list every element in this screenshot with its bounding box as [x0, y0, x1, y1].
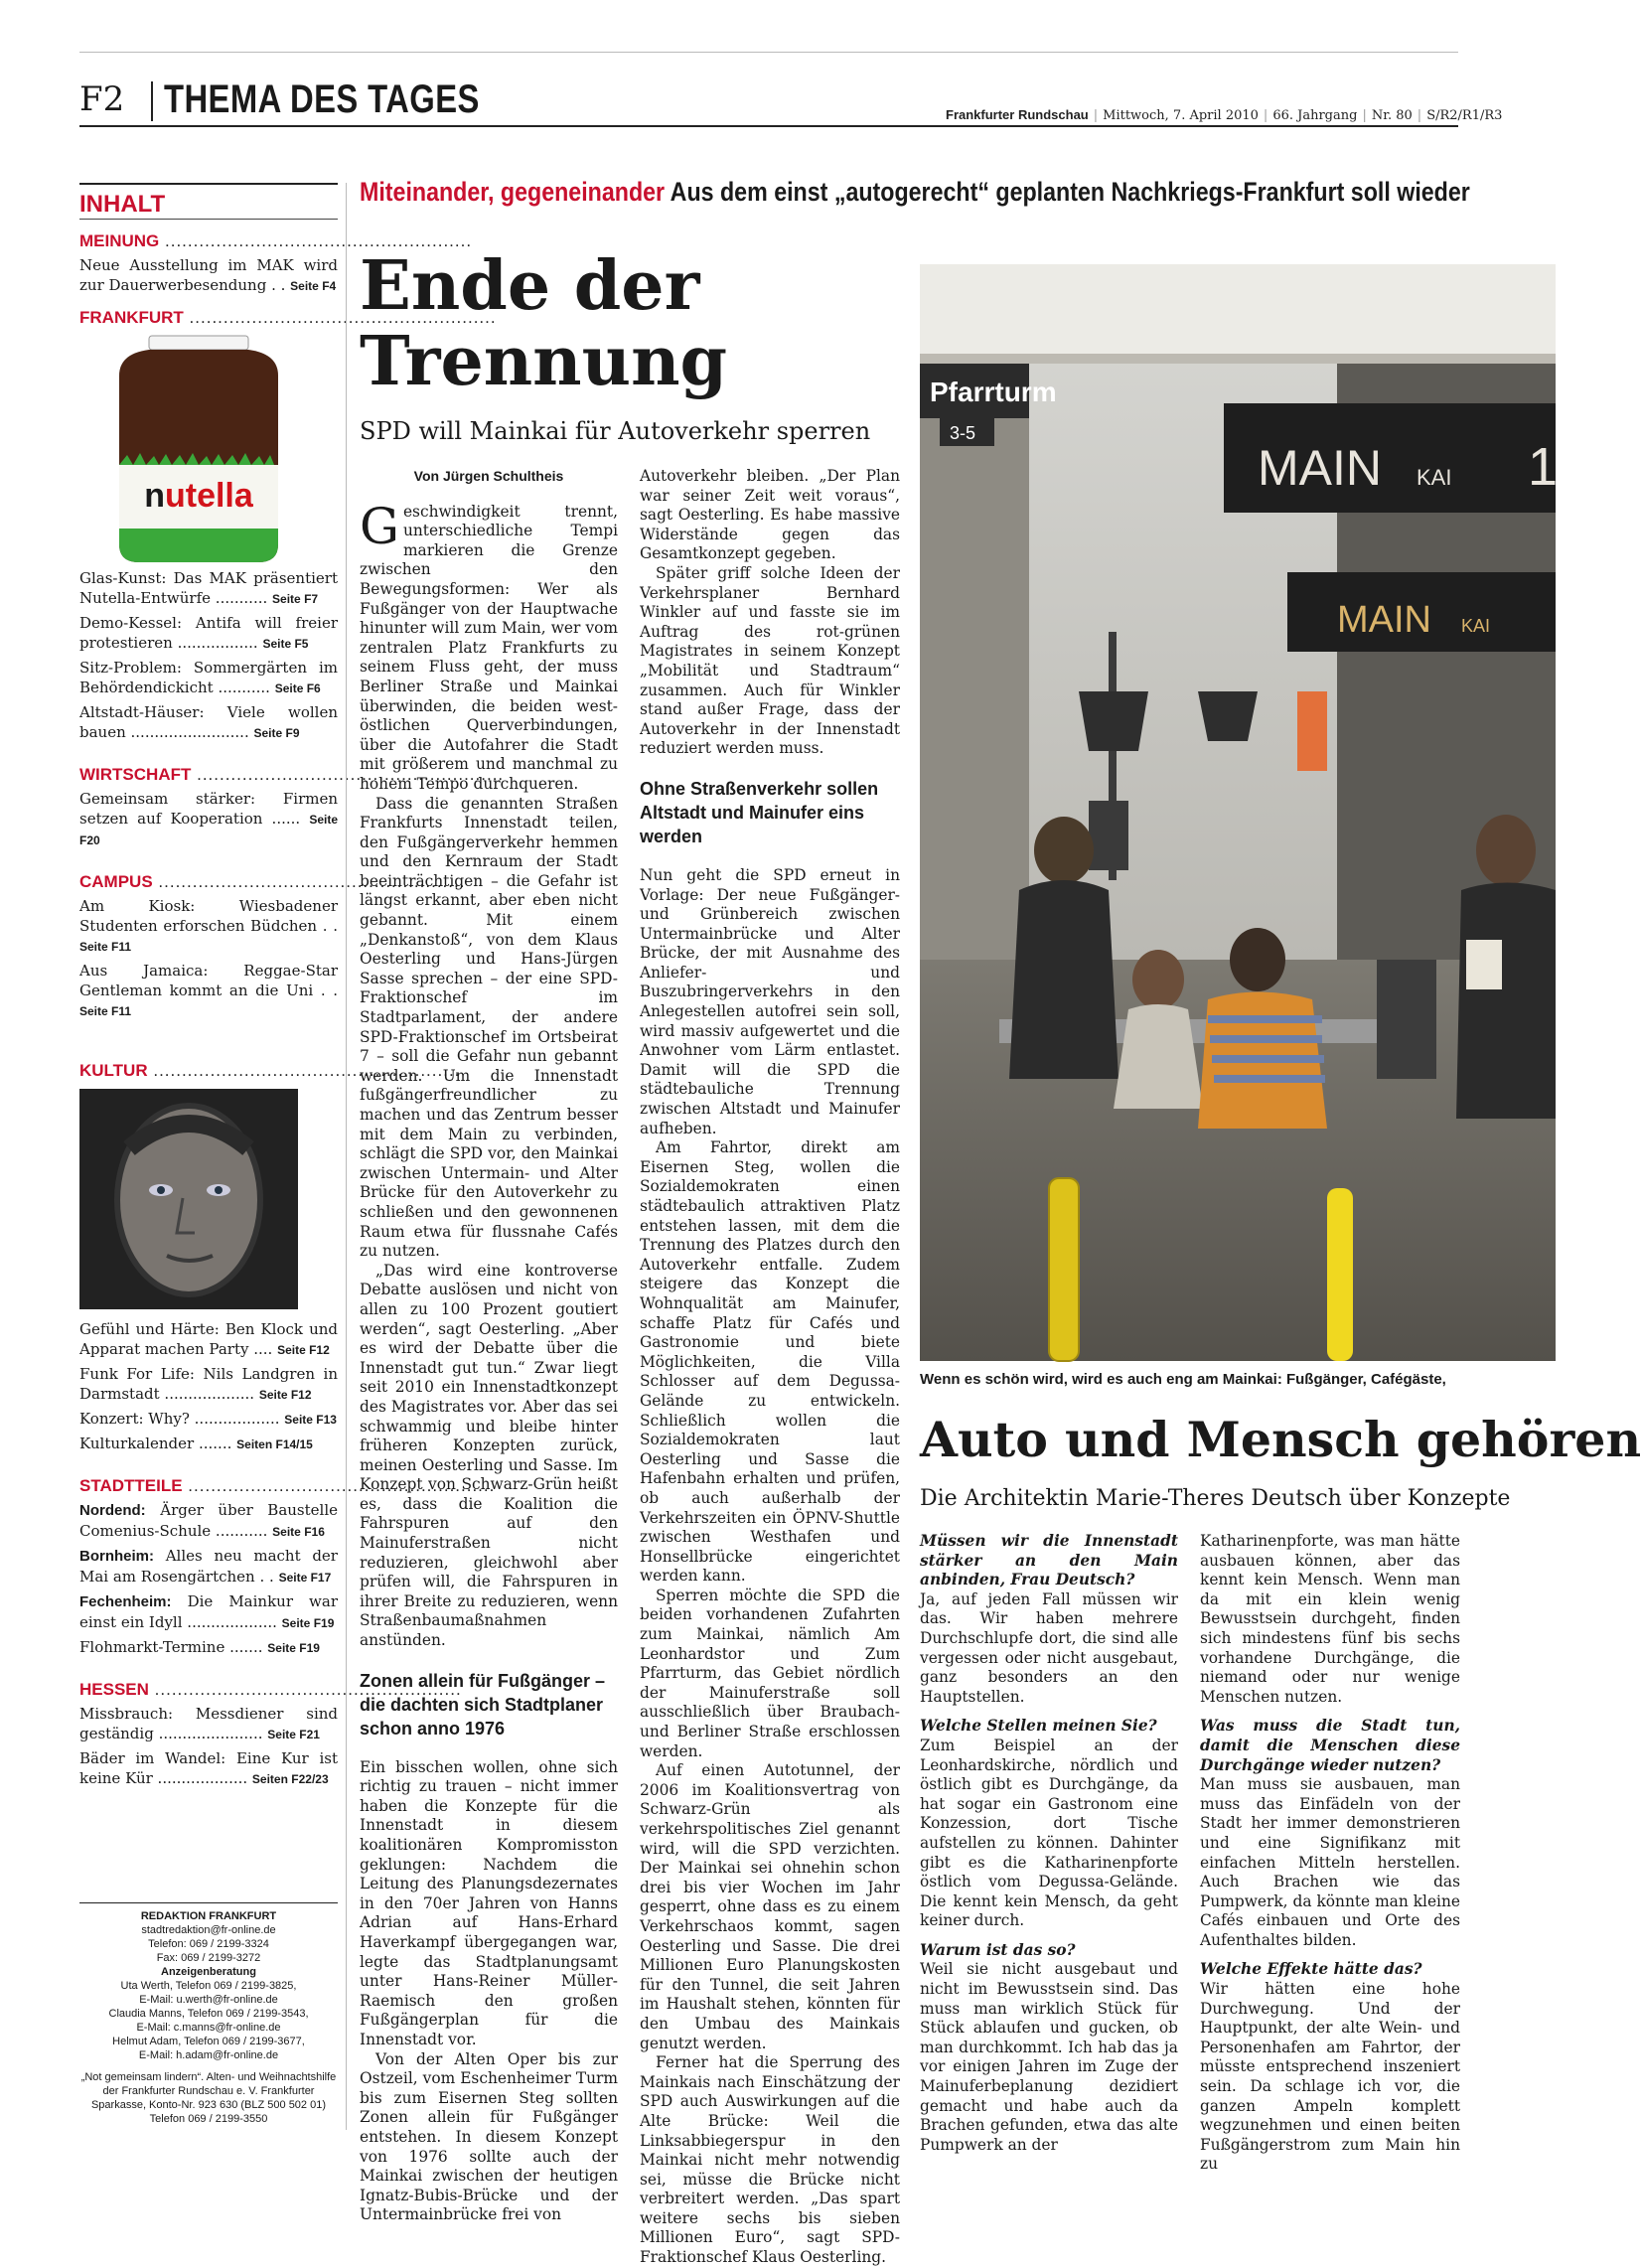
- toc-entry[interactable]: Missbrauch: Messdiener sind geständig ...................... Seite F21: [79, 1705, 338, 1742]
- paragraph: Autoverkehr bleiben. „Der Plan war seiner Zeit weit voraus“, sagt Oesterling. Es habe massive Widerstände gegen das Gesamtkonzept gegeben.: [640, 467, 900, 563]
- toc-entry[interactable]: Bornheim: Alles neu macht der Mai am Rosengärtchen . . Seite F17: [79, 1547, 338, 1586]
- interview-question: Was muss die Stadt tun, damit die Menschen diese Durchgänge wieder nutzen?: [1200, 1717, 1460, 1774]
- section-stadtteile: STADTTEILE .....: [79, 1476, 338, 1496]
- interview-answer: Katharinenpforte, was man hätte ausbauen können, aber das kennt kein Mensch. Wenn man da mit ein klein wenig Bewusstsein durchgeht, finden sich mindestens fünf bis sechs vorhandene Durchgänge, die niemand oder nur wenige Menschen nutzen.: [1200, 1532, 1460, 1706]
- toc-entry[interactable]: Nordend: Ärger über Baustelle Comenius-Schule ........... Seite F16: [79, 1501, 338, 1540]
- interview-answer: Wir hätten eine hohe Durchwegung. Und der Hauptpunkt, der alte Wein- und Personenhafen am Fahrtor, der müsste entsprechend inszeniert sein. Da schlage ich vor, die ganzen Ampeln komplett wegzunehmen und einen beiten Fußgängerstrom zum Main hin zu: [1200, 1980, 1460, 2174]
- byline: Von Jürgen Schultheis: [413, 468, 564, 484]
- lead-paragraph: [360, 497, 618, 795]
- sidebar-divider: [346, 183, 347, 2130]
- toc-entry[interactable]: Funk For Life: Nils Landgren in Darmstadt ................... Seite F12: [79, 1365, 338, 1403]
- paragraph: Auf einen Autotunnel, der 2006 im Koalitionsvertrag von Schwarz-Grün als verkehrspolitisches Ziel genannt wird, will die SPD verzichten. Der Mainkai sei ohnehin schon drei bis vier Wochen im Jahr gesperrt, ohne dass es zu einem Verkehrschaos kommt, sagen Oesterling und Sasse. Die drei Millionen Euro Planungskosten für den Tunnel, die seit Jahren im Haushalt stehen, könnten für den Umbau des Mainkais genutzt werden.: [640, 1761, 900, 2052]
- svg-text:MAIN: MAIN: [1337, 599, 1431, 641]
- interview-question: Warum ist das so?: [920, 1940, 1076, 1959]
- photo-caption: Wenn es schön wird, wird es auch eng am Mainkai: Fußgänger, Cafégäste,: [920, 1371, 1446, 1388]
- toc-entry[interactable]: Demo-Kessel: Antifa will freier protestieren ................. Seite F5: [79, 614, 338, 652]
- sidebar-title: INHALT: [79, 183, 338, 220]
- subheadline: SPD will Mainkai für Autoverkehr sperren: [360, 417, 871, 445]
- paragraph: Ferner hat die Sperrung des Mainkais nach Einschätzung der SPD auch Auswirkungen auf die Alte Brücke: Weil die Linksabbiegerspur in den Mainkai nicht mehr notwendig sei, müsse die Brücke nicht verbreitert werden. „Das spart weitere sechs bis sieben Millionen Euro“, sagt SPD-Fraktionschef Klaus Oesterling.: [640, 2053, 900, 2267]
- interview-answer: Man muss sie ausbauen, man muss das Einfädeln von der Stadt her immer demonstrieren und eine Signifikanz mit einfachen Mitteln herstellen. Auch Brachen wie das Pumpwerk, da könnte man kleine Cafés einbauen und Orte des Aufenthaltes bilden.: [1200, 1775, 1460, 1949]
- svg-text:3-5: 3-5: [950, 423, 976, 443]
- svg-text:KAI: KAI: [1461, 616, 1491, 636]
- paragraph: Am Fahrtor, direkt am Eisernen Steg, wollen die Sozialdemokraten einen städtebaulich attraktiven Platz entstehen lassen, mit dem die Trennung des Platzes durch den Autoverkehr entfalle. Zudem steigere das Konzept die Wohnqualität am Mainufer, schaffe Platz für Cafés und Gastronomie und biete Möglichkeiten, die Villa Schlosser auf dem Degussa-Gelände zu entwickeln. Schließlich wollen die Sozialdemokraten laut Oesterling und Sasse die Hafenbahn erhalten und prüfen, ob auch außerhalb der Verkehrszeiten ein ÖPNV-Shuttle zwischen Westhafen und Honsellbrücke eingerichtet werden kann.: [640, 1138, 900, 1586]
- svg-text:nutella: nutella: [144, 477, 253, 515]
- paragraph: Sperren möchte die SPD die beiden vorhandenen Zufahrten zum Mainkai, nämlich Am Leonhardstor und Zum Pfarrturm, das Gebiet nördlich der Mainuferstraße soll ausschließlich über Braubach- und Berliner Straße erschlossen werden.: [640, 1586, 900, 1760]
- street-sign-text: Pfarrturm: [930, 377, 1057, 407]
- section-wirtschaft: WIRTSCHAFT .....: [79, 765, 338, 785]
- paragraph: „Das wird eine kontroverse Debatte auslösen und nicht von allen zu 100 Prozent goutiert werden“, sagt Oesterling. „Aber es wird der Debatte über die Innenstadt gut tun.“ Zwar liegt seit 2010 ein Innenstadtkonzept des Magistrates vor. Aber das sei schwammig und bleibe hinter früheren Konzepten zurück, meinen Oesterling und Sasse. Im Konzept von Schwarz-Grün heißt es, dass die Koalition die Fahrspuren auf den Mainuferstraßen nicht reduzieren, gleichwohl aber prüfen will, die Fahrspuren in ihrer Breite zu reduzieren, wenn Straßenbaumaßnahmen anstünden.: [360, 1261, 618, 1650]
- interview-question: Müssen wir die Innenstadt stärker an den Main anbinden, Frau Deutsch?: [920, 1532, 1178, 1589]
- article-column-1: [360, 467, 618, 2225]
- section-frankfurt: FRANKFURT .....: [79, 308, 338, 328]
- mainkai-photo: [920, 264, 1559, 1361]
- headline: Ende der Trennung: [360, 246, 728, 401]
- article-column-2: [640, 467, 900, 2268]
- section-campus: CAMPUS .....: [79, 872, 338, 892]
- portrait-image: [79, 1089, 298, 1309]
- masthead-date: Mittwoch, 7. April 2010: [1103, 108, 1259, 123]
- paragraph: Dass die genannten Straßen Frankfurts Innenstadt teilen, den Fußgängerverkehr hemmen und den Kernraum der Stadt beeinträchtigen – die Gefahr ist längst erkannt, aber eben nicht gebannt. Mit einem „Denkanstoß“, von dem Klaus Oesterling und Hans-Jürgen Sasse sprechen – der eine SPD-Fraktionschef im Stadtparlament, der andere SPD-Fraktionschef im Ortsbeirat 7 – soll die Gefahr nun gebannt werden. Um die Innenstadt fußgängerfreundlicher zu machen und das Zentrum besser mit dem Main zu verbinden, schlägt die SPD vor, den Mainkai zwischen Untermain- und Alter Brücke für den Autoverkehr zu schließen und den gewonnenen Raum etwa für flussnahe Cafés zu nutzen.: [360, 794, 618, 1261]
- header-rule: [79, 125, 1458, 127]
- paragraph: Nun geht die SPD erneut in Vorlage: Der neue Fußgänger- und Grünbereich zwischen Untermainbrücke und Alter Brücke, der mit Ausnahme des Anliefer- und Buszubringerverkehrs in den Anlegestellen autofrei sein soll, wird massiv aufgewertet und die Anwohner vom Lärm entlastet. Damit will die SPD die städtebauliche Trennung zwischen Altstadt und Mainufer aufheben.: [640, 865, 900, 1137]
- toc-entry[interactable]: Fechenheim: Die Mainkur war einst ein Idyll ................... Seite F19: [79, 1592, 338, 1631]
- interview-headline: Auto und Mensch gehören: [920, 1411, 1641, 1468]
- toc-entry[interactable]: Konzert: Why? .................. Seite F13: [79, 1410, 337, 1428]
- section-kultur: KULTUR .....: [79, 1061, 338, 1081]
- kicker: Miteinander, gegeneinander Aus dem einst „autogerecht“ geplanten Nachkriegs-Frankfurt soll wieder: [360, 177, 1470, 207]
- interview-answer: Weil sie nicht ausgebaut und nicht im Bewusstsein sind. Das muss man wirklich Stück für Stück ablaufen und gucken, ob man durchkommt. Ich hab das ja vor einigen Jahren im Zuge der Mainuferbeplanung dezidiert gemacht und habe auch da Brachen gefunden, etwa das alte Pumpwerk an der: [920, 1960, 1178, 2154]
- subheading: Ohne Straßenverkehr sollen Altstadt und Mainufer eins werden: [640, 778, 879, 846]
- drop-cap: G: [360, 497, 399, 555]
- paragraph: Ein bisschen wollen, ohne sich richtig zu trauen – nicht immer haben die Konzepte für die Innenstadt in diesem koalitionären Kompromisston geklungen: Nachdem die Leitung des Planungsdezernates in den 70er Jahren von Hanns Adrian auf Hans-Erhard Haverkampf übergegangen war, legte das Stadtplanungsamt unter Hans-Reiner Müller-Raemisch den großen Fußgängerplan für die Innenstadt vor.: [360, 1757, 618, 2048]
- paragraph: Später griff solche Ideen der Verkehrsplaner Bernhard Winkler auf und fasste sie im Auftrag des rot-grünen Magistrates in seinem Konzept „Mobilität und Stadtraum“ zusammen. Auch für Winkler stand außer Frage, dass der Autoverkehr in der Innenstadt reduziert werden muss.: [640, 563, 900, 758]
- section-hessen: HESSEN .....: [79, 1680, 338, 1700]
- toc-entry[interactable]: Flohmarkt-Termine ....... Seite F19: [79, 1638, 320, 1656]
- nutella-jar-image: [79, 336, 318, 564]
- masthead: Frankfurter Rundschau | Mittwoch, 7. April 2010 | 66. Jahrgang | Nr. 80 | S/R2/R1/R3: [946, 107, 1503, 123]
- masthead-paper: Frankfurter Rundschau: [946, 107, 1089, 122]
- toc-entry[interactable]: Gefühl und Härte: Ben Klock und Apparat machen Party .... Seite F12: [79, 1320, 338, 1358]
- toc-entry[interactable]: Altstadt-Häuser: Viele wollen bauen ......................... Seite F9: [79, 703, 338, 741]
- subheading: Zonen allein für Fußgänger – die dachten sich Stadtplaner schon anno 1976: [360, 1670, 606, 1739]
- section-meinung: MEINUNG .....: [79, 231, 338, 251]
- interview-question: Welche Stellen meinen Sie?: [920, 1717, 1157, 1736]
- interview-column-1: [920, 1532, 1178, 2155]
- lead-rest: eschwindigkeit trennt, unterschiedliche Tempi markieren die Grenze zwischen den Bewegungsformen: Wer als Fußgänger von der Hauptwache hinunter will zum Main, wer vom zentralen Platz Frankfurts zu seinem Fluss geht, der muss Berliner Straße und Mainkai überwinden, die beiden west-östlichen Querverbindungen, über die Autofahrer die Stadt mit größerem und manchmal zu hohem Tempo durchqueren.: [360, 502, 618, 793]
- masthead-volume: 66. Jahrgang: [1272, 108, 1358, 123]
- paragraph: Von der Alten Oper bis zur Ostzeil, vom Eschenheimer Turm bis zum Eisernen Steg sollten Zonen allein für Fußgänger entstehen. In diesem Konzept von 1976 sollte auch der Mainkai zwischen der heutigen Ignatz-Bubis-Brücke und der Untermainbrücke frei von: [360, 2049, 618, 2224]
- toc-entry[interactable]: Am Kiosk: Wiesbadener Studenten erforschen Büdchen . . Seite F11: [79, 897, 338, 954]
- toc-entry[interactable]: Kulturkalender ....... Seiten F14/15: [79, 1435, 313, 1452]
- toc-entry[interactable]: Aus Jamaica: Reggae-Star Gentleman kommt an die Uni . . Seite F11: [79, 962, 338, 1018]
- toc-entry[interactable]: Glas-Kunst: Das MAK präsentiert Nutella-Entwürfe ........... Seite F7: [79, 569, 338, 607]
- masthead-edition: S/R2/R1/R3: [1426, 108, 1503, 123]
- interview-answer: Zum Beispiel an der Leonhardskirche, nördlich und östlich gibt es Durchgänge, da hat sogar ein Gastronom eine Konzession, dort Tische aufstellen zu können. Dahinter gibt es die Katharinenpforte östlich vom Degussa-Gelände. Die kennt kein Mensch, da geht keiner durch.: [920, 1736, 1178, 1930]
- masthead-issue: Nr. 80: [1371, 108, 1413, 123]
- svg-text:1: 1: [1528, 437, 1559, 497]
- page-number: F2: [79, 79, 125, 119]
- section-title: THEMA DES TAGES: [164, 77, 480, 121]
- toc-entry[interactable]: Sitz-Problem: Sommergärten im Behördendickicht ........... Seite F6: [79, 659, 338, 696]
- toc-entry[interactable]: Neue Ausstellung im MAK wird zur Dauerwerbesendung . . Seite F4: [79, 256, 338, 294]
- redaktion-box: REDAKTION FRANKFURT stadtredaktion@fr-online.de Telefon: 069 / 2199-3324 Fax: 069 / 2199-3272 Anzeigenberatung Uta Werth, Telefon 069 / 2199-3825, E-Mail: u.werth@fr-online.de Claudia Manns, Telefon 069 / 2199-3543, E-Mail: c.manns@fr-online.de Helmut Adam, Telefon 069 / 2199-3677, E-Mail: h.adam@fr-online.de „Not gemeinsam lindern“. Alten- und Weihnachtshilfe der Frankfurter Rundschau e. V. Frankfurter Sparkasse, Konto-Nr. 923 630 (BLZ 500 502 01) Telefon 069 / 2199-3550: [79, 1902, 338, 2126]
- interview-answer: Ja, auf jeden Fall müssen wir das. Wir haben mehrere Durchschlupfe dort, die sind alle vergessen oder nicht ausgebaut, ganz besonders an den Hauptstellen.: [920, 1589, 1178, 1706]
- toc-entry[interactable]: Gemeinsam stärker: Firmen setzen auf Kooperation ...... Seite F20: [79, 790, 338, 847]
- sidebar-contents: [79, 183, 338, 1789]
- svg-text:KAI: KAI: [1417, 465, 1452, 490]
- top-rule: [79, 52, 1458, 53]
- interview-subheadline: Die Architektin Marie-Theres Deutsch über Konzepte: [920, 1486, 1511, 1511]
- toc-entry[interactable]: Bäder im Wandel: Eine Kur ist keine Kür ................... Seiten F22/23: [79, 1749, 338, 1787]
- interview-column-2: [1200, 1532, 1460, 2175]
- header-divider: [151, 81, 153, 121]
- mainkai-sign-text: MAIN: [1258, 440, 1382, 496]
- interview-question: Welche Effekte hätte das?: [1200, 1960, 1422, 1979]
